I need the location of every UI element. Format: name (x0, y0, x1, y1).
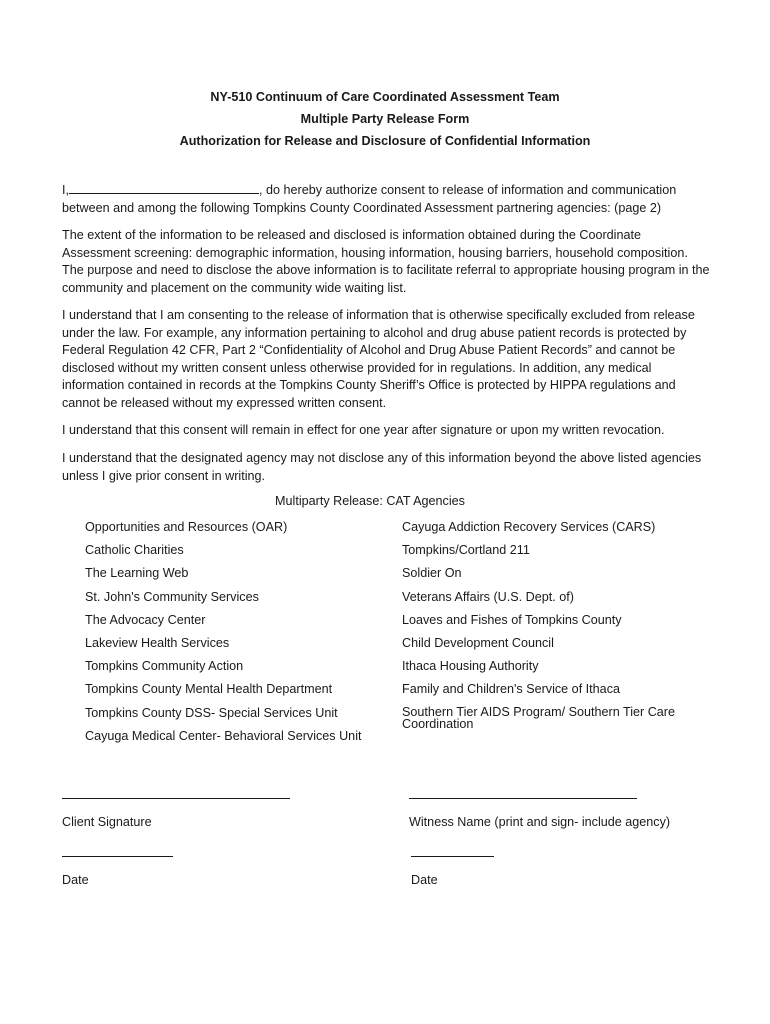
agencies-list-right (402, 520, 702, 729)
list-item: Tompkins County Mental Health Department (85, 682, 333, 697)
form-title: NY-510 Continuum of Care Coordinated Assessment Team (210, 90, 560, 104)
witness-date-field[interactable] (411, 856, 494, 857)
list-item: Child Development Council (402, 635, 554, 650)
list-item: Catholic Charities (85, 543, 184, 558)
list-item: Cayuga Medical Center- Behavioral Services Unit (85, 728, 362, 743)
agencies-list-left (85, 520, 385, 752)
witness-signature-field[interactable] (409, 798, 637, 799)
list-item: The Advocacy Center (85, 612, 206, 627)
client-date-label: Date (62, 873, 89, 887)
client-name-field[interactable] (69, 182, 259, 194)
witness-label: Witness Name (print and sign- include agency) (409, 815, 671, 829)
list-item: Tompkins Community Action (85, 659, 244, 674)
list-item: Cayuga Addiction Recovery Services (CARS) (402, 520, 656, 534)
list-item: St. John's Community Services (85, 589, 259, 604)
list-item: Soldier On (402, 566, 462, 581)
list-item: Lakeview Health Services (85, 635, 230, 650)
list-item: Southern Tier AIDS Program/ Southern Tier Care Coordination (402, 704, 675, 731)
consent-paragraph (62, 182, 712, 217)
extent-paragraph: The extent of the information to be released and disclosed is information obtained during the Coordinate Assessment screening: demographic information, housing information, housing barriers, household composition. The purpose and need to disclose the above information is to facilitate referral to appropriate housing program in the community and placement on the community wide waiting list. (62, 228, 710, 295)
list-item: Ithaca Housing Authority (402, 659, 539, 674)
form-subtitle: Multiple Party Release Form (300, 112, 470, 126)
consent-text: , do hereby authorize consent to release of information and communication between and among the following Tompkins County Coordinated Assessment partnering agencies: (page 2) (62, 183, 677, 215)
list-item: Family and Children's Service of Ithaca (402, 682, 620, 697)
witness-date-label: Date (411, 873, 438, 887)
consent-prefix: I, (62, 183, 69, 197)
duration-paragraph: I understand that this consent will remain in effect for one year after signature or upon my written revocation. (62, 423, 665, 437)
disclosure-paragraph: I understand that the designated agency may not disclose any of this information beyond the above listed agencies unless I give prior consent in writing. (62, 451, 702, 483)
client-signature-field[interactable] (62, 798, 290, 799)
form-subtitle-authorization: Authorization for Release and Disclosure of Confidential Information (179, 134, 591, 148)
list-item: Loaves and Fishes of Tompkins County (402, 612, 622, 627)
list-item: Tompkins/Cortland 211 (402, 543, 530, 558)
agencies-title: Multiparty Release: CAT Agencies (275, 494, 465, 508)
client-signature-label: Client Signature (62, 815, 152, 829)
client-date-field[interactable] (62, 856, 173, 857)
list-item: Veterans Affairs (U.S. Dept. of) (402, 589, 574, 604)
list-item: The Learning Web (85, 566, 189, 581)
list-item: Opportunities and Resources (OAR) (85, 520, 288, 534)
list-item: Tompkins County DSS- Special Services Unit (85, 705, 338, 720)
exclusion-paragraph: I understand that I am consenting to the release of information that is otherwise specifically excluded from release under the law. For example, any information pertaining to alcohol and drug abuse patient records is protected by Federal Regulation 42 CFR, Part 2 “Confidentiality of Alcohol and Drug Abuse Patient Records” and cannot be disclosed without my written consent unless otherwise provided for in regulations. In addition, any medical information contained in records at the Tompkins County Sheriff’s Office is protected by HIPPA regulations and cannot be released without my expressed written consent. (62, 308, 695, 410)
